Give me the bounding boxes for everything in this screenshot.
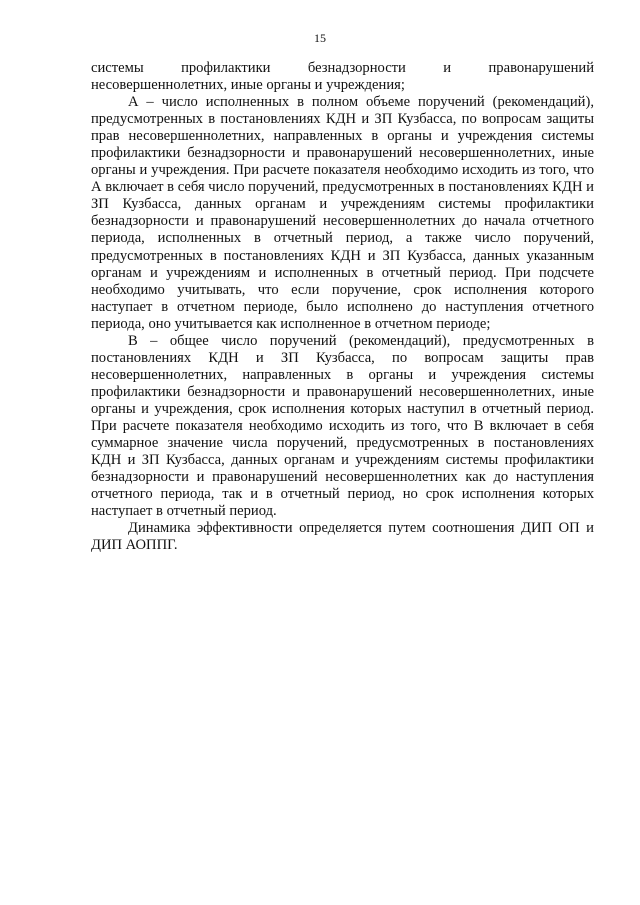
paragraph-dynamics: Динамика эффективности определяется путем соотношения ДИП ОП и ДИП АОППГ. [91,520,594,554]
paragraph-continuation: системы профилактики безнадзорности и правонарушений несовершеннолетних, иные органы и учреждения; [91,60,594,94]
document-body [91,60,594,554]
paragraph-definition-a: А – число исполненных в полном объеме поручений (рекомендаций), предусмотренных в постановлениях КДН и ЗП Кузбасса, по вопросам защиты прав несовершеннолетних, направленных в органы и учреждения системы профилактики безнадзорности и правонарушений несовершеннолетних, иные органы и учреждения. При расчете показателя необходимо исходить из того, что А включает в себя число поручений, предусмотренных в постановлениях КДН и ЗП Кузбасса, данных органам и учреждениям системы профилактики безнадзорности и правонарушений несовершеннолетних до начала отчетного периода, исполненных в отчетный период, а также число поручений, предусмотренных в постановлениях КДН и ЗП Кузбасса, данных указанным органам и учреждениям и исполненных в отчетный период. При подсчете необходимо учитывать, что если поручение, срок исполнения которого наступает в отчетном периоде, было исполнено до наступления отчетного периода, оно учитывается как исполненное в отчетном периоде; [91,94,594,332]
paragraph-definition-b: В – общее число поручений (рекомендаций), предусмотренных в постановлениях КДН и ЗП Кузбасса, по вопросам защиты прав несовершеннолетних, направленных в органы и учреждения системы профилактики безнадзорности и правонарушений несовершеннолетних, иные органы и учреждения, срок исполнения которых наступил в отчетный период. При расчете показателя необходимо исходить из того, что В включает в себя суммарное значение числа поручений, предусмотренных в постановлениях КДН и ЗП Кузбасса, данных органам и учреждениям системы профилактики безнадзорности и правонарушений несовершеннолетних как до наступления отчетного периода, так и в отчетный период, но срок исполнения которых наступает в отчетный период. [91,332,594,520]
page-number: 15 [314,31,326,45]
